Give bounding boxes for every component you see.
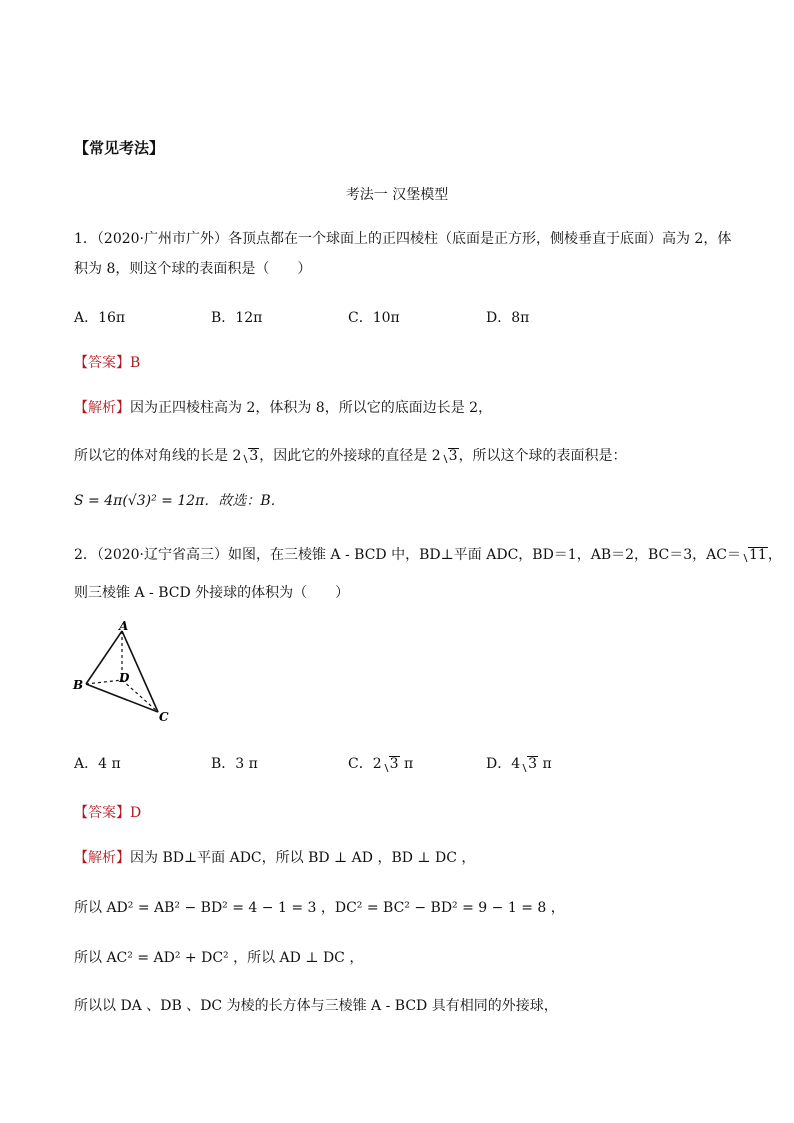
sqrt-radicand: 3 [249, 448, 259, 464]
q2-option-d [486, 753, 552, 773]
q1-option-c: C．10π [348, 310, 400, 326]
sqrt-radicand: 11 [749, 547, 767, 563]
sqrt-symbol [382, 756, 400, 772]
q2-line2: 则三棱锥 A - BCD 外接球的体积为（ ） [74, 585, 350, 601]
q2-analysis-line3: 所以 AC² = AD² + DC² ，所以 AD ⊥ DC ， [74, 950, 364, 966]
q1-analysis-label: 【解析】 [74, 400, 130, 416]
edge-bd [86, 680, 122, 684]
q2-option-d-tail: π [538, 756, 552, 772]
q1-answer-value: B [130, 355, 141, 371]
sqrt-symbol [520, 756, 538, 772]
q1-analysis-line1 [74, 399, 492, 417]
label-b: B [73, 678, 84, 692]
q1-analysis-text2a: 所以它的体对角线的长是 2 [74, 448, 242, 464]
q2-option-b: B．3 π [211, 756, 258, 772]
q1-option-d: D．8π [486, 310, 530, 326]
q1-line2: 积为 8，则这个球的表面积是（ ） [74, 261, 312, 277]
q2-answer [74, 804, 141, 822]
q2-option-d-text: D．4 [486, 756, 521, 772]
label-d: D [119, 671, 130, 685]
q2-answer-label: 【答案】 [74, 805, 130, 821]
label-a: A [119, 619, 129, 633]
q1-analysis-text1: 因为正四棱柱高为 2，体积为 8，所以它的底面边长是 2， [130, 400, 493, 416]
q2-option-c [348, 753, 413, 773]
section-header: 【常见考法】 [74, 139, 165, 157]
sqrt-radicand: 3 [448, 448, 458, 464]
q2-line1-tail: ， [767, 547, 782, 563]
q1-option-b: B．12π [211, 310, 263, 326]
q2-analysis-label: 【解析】 [74, 850, 130, 866]
q2-analysis-line4: 所以以 DA 、DB 、DC 为棱的长方体与三棱锥 A - BCD 具有相同的外接球， [74, 998, 558, 1014]
method-title: 考法一 汉堡模型 [345, 187, 449, 203]
q2-analysis-line2: 所以 AD² = AB² − BD² = 4 − 1 = 3 ，DC² = BC² − BD² = 9 − 1 = 8 ， [74, 900, 565, 916]
sqrt-symbol [441, 447, 459, 465]
sqrt-symbol [241, 447, 259, 465]
q1-answer-label: 【答案】 [74, 355, 130, 371]
label-c: C [159, 710, 169, 724]
edge-ab [86, 631, 122, 684]
q2-analysis-text1: 因为 BD⊥平面 ADC，所以 BD ⊥ AD ，BD ⊥ DC ， [130, 850, 476, 866]
q2-line1 [74, 546, 782, 564]
q1-option-a: A．16π [74, 310, 126, 326]
q2-line1-text: 2．（2020·辽宁省高三）如图，在三棱锥 A - BCD 中，BD⊥平面 ADC，BD＝1，AB＝2，BC＝3，AC＝ [74, 547, 742, 563]
q1-analysis-text2c: ，所以这个球的表面积是： [458, 448, 627, 464]
pyramid-figure [70, 618, 180, 728]
q1-analysis-text2b: ，因此它的外接球的直径是 2 [259, 448, 441, 464]
q2-option-c-tail: π [399, 756, 414, 772]
q2-answer-value: D [130, 805, 142, 821]
sqrt-symbol [741, 546, 768, 564]
sqrt-radicand: 3 [389, 756, 399, 772]
q2-option-c-text: C．2 [348, 756, 382, 772]
q1-answer [74, 354, 140, 372]
sqrt-radicand: 3 [528, 756, 538, 772]
q1-analysis-line3: S = 4π(√3)² = 12π．故选：B． [74, 493, 285, 509]
q1-analysis-line2 [74, 447, 627, 465]
q1-line1: 1．（2020·广州市广外）各顶点都在一个球面上的正四棱柱（底面是正方形，侧棱垂直于底面）高为 2，体 [74, 231, 732, 247]
q2-analysis-line1 [74, 849, 475, 867]
q2-option-a: A．4 π [74, 756, 121, 772]
